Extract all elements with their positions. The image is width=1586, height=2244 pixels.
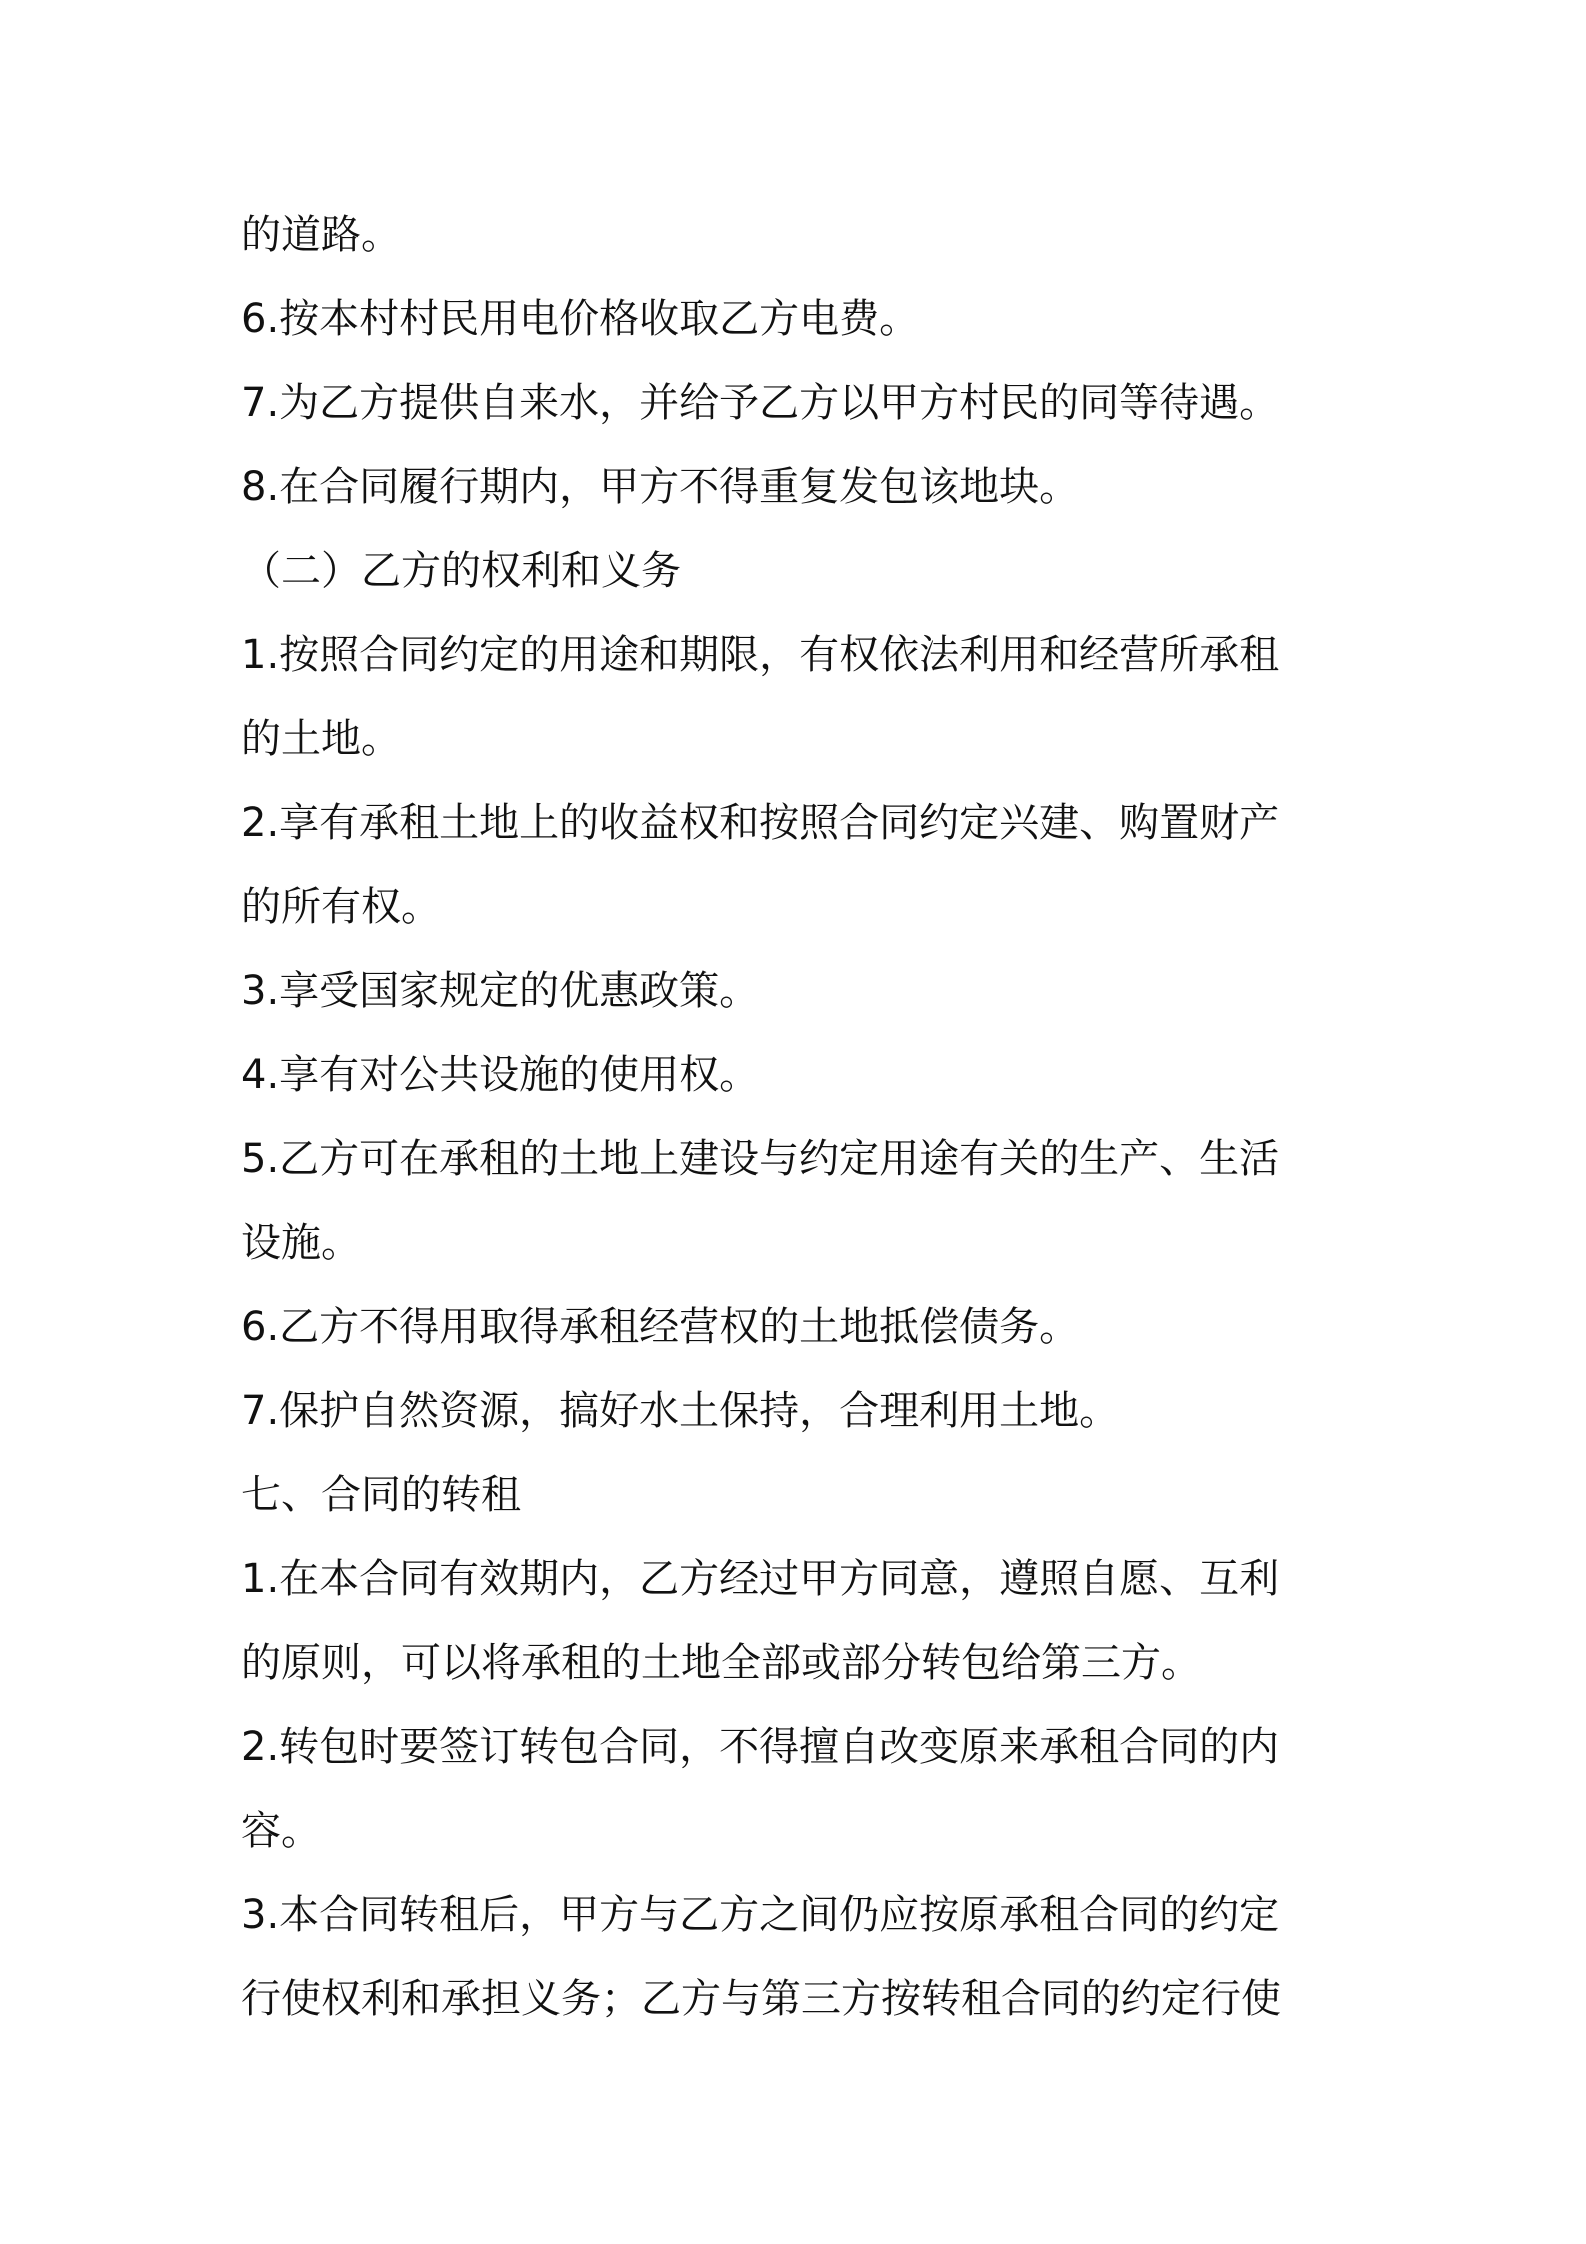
text-line: 3.本合同转租后，甲方与乙方之间仍应按原承租合同的约定: [241, 1892, 1280, 1938]
text-line: 的原则，可以将承租的土地全部或部分转包给第三方。: [241, 1640, 1201, 1686]
text-line: 6.乙方不得用取得承租经营权的土地抵偿债务。: [241, 1304, 1080, 1350]
text-line: 7.保护自然资源，搞好水土保持，合理利用土地。: [241, 1388, 1120, 1434]
document-body: [241, 193, 1371, 2041]
text-line: 1.按照合同约定的用途和期限，有权依法利用和经营所承租: [241, 632, 1280, 678]
text-line: 2.转包时要签订转包合同，不得擅自改变原来承租合同的内: [241, 1724, 1280, 1770]
text-line: 6.按本村村民用电价格收取乙方电费。: [241, 296, 920, 342]
text-line: 2.享有承租土地上的收益权和按照合同约定兴建、购置财产: [241, 800, 1280, 846]
text-line: 8.在合同履行期内，甲方不得重复发包该地块。: [241, 464, 1080, 510]
text-line: 1.在本合同有效期内，乙方经过甲方同意，遵照自愿、互利: [241, 1556, 1280, 1602]
text-line: 设施。: [241, 1220, 361, 1266]
text-line: 的道路。: [241, 212, 401, 258]
section-heading: （二）乙方的权利和义务: [241, 548, 681, 594]
text-line: 容。: [241, 1808, 321, 1854]
text-line: 7.为乙方提供自来水，并给予乙方以甲方村民的同等待遇。: [241, 380, 1280, 426]
text-line: 的所有权。: [241, 884, 441, 930]
text-line: 3.享受国家规定的优惠政策。: [241, 968, 760, 1014]
text-line: 行使权利和承担义务；乙方与第三方按转租合同的约定行使: [241, 1976, 1281, 2022]
text-line: 4.享有对公共设施的使用权。: [241, 1052, 760, 1098]
text-line: 的土地。: [241, 716, 401, 762]
section-heading: 七、合同的转租: [241, 1472, 521, 1518]
text-line: 5.乙方可在承租的土地上建设与约定用途有关的生产、生活: [241, 1136, 1280, 1182]
